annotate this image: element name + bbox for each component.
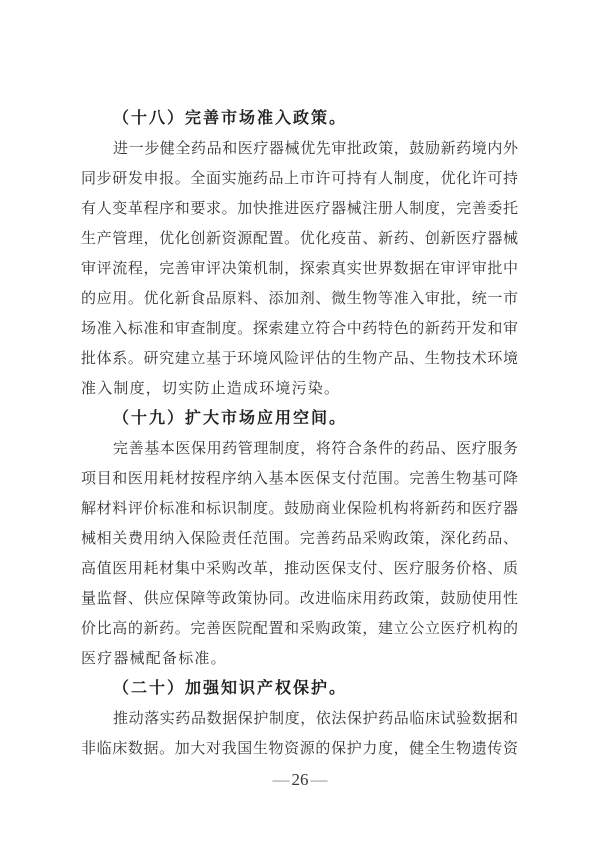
section-heading-line: （十九）扩大市场应用空间。: [113, 410, 348, 427]
section-heading-line: （十八）完善市场准入政策。: [113, 110, 348, 127]
footer-dash-right: —: [310, 770, 328, 789]
page-number: 26: [291, 770, 309, 789]
footer-dash-left: —: [272, 770, 290, 789]
body-text-line: 高值医用耗材集中采购改革，推动医保支付、医疗服务价格、质: [81, 561, 518, 577]
body-text-line: 量监督、供应保障等政策协同。改进临床用药政策，鼓励使用性: [81, 591, 518, 607]
body-text-line: 医疗器械配备标准。: [81, 651, 227, 667]
body-text-line: 解材料评价标准和标识制度。鼓励商业保险机构将新药和医疗器: [81, 501, 518, 517]
body-text-line: 推动落实药品数据保护制度，依法保护药品临床试验数据和: [113, 711, 518, 727]
body-text-line: 完善基本医保用药管理制度，将符合条件的药品、医疗服务: [113, 441, 518, 457]
body-text-line: 生产管理，优化创新资源配置。优化疫苗、新药、创新医疗器械: [81, 231, 518, 247]
page-footer: [0, 765, 600, 795]
body-text-line: 审评流程，完善审评决策机制，探索真实世界数据在审评审批中: [81, 261, 518, 277]
body-text-line: 批体系。研究建立基于环境风险评估的生物产品、生物技术环境: [81, 351, 518, 367]
body-text-line: 准入制度，切实防止造成环境污染。: [81, 381, 341, 397]
body-text-line: 价比高的新药。完善医院配置和采购政策，建立公立医疗机构的: [81, 621, 518, 637]
body-text-line: 场准入标准和审查制度。探索建立符合中药特色的新药开发和审: [81, 321, 518, 337]
body-text-line: 非临床数据。加大对我国生物资源的保护力度，健全生物遗传资: [81, 741, 518, 757]
body-text-line: 进一步健全药品和医疗器械优先审批政策，鼓励新药境内外: [113, 141, 518, 157]
document-text-block: [81, 104, 518, 764]
body-text-line: 有人变革程序和要求。加快推进医疗器械注册人制度，完善委托: [81, 201, 518, 217]
body-text-line: 项目和医用耗材按程序纳入基本医保支付范围。完善生物基可降: [81, 471, 518, 487]
body-text-line: 的应用。优化新食品原料、添加剂、微生物等准入审批，统一市: [81, 291, 518, 307]
body-text-line: 械相关费用纳入保险责任范围。完善药品采购政策，深化药品、: [81, 531, 518, 547]
section-heading-line: （二十）加强知识产权保护。: [113, 680, 348, 697]
body-text-line: 同步研发申报。全面实施药品上市许可持有人制度，优化许可持: [81, 171, 518, 187]
